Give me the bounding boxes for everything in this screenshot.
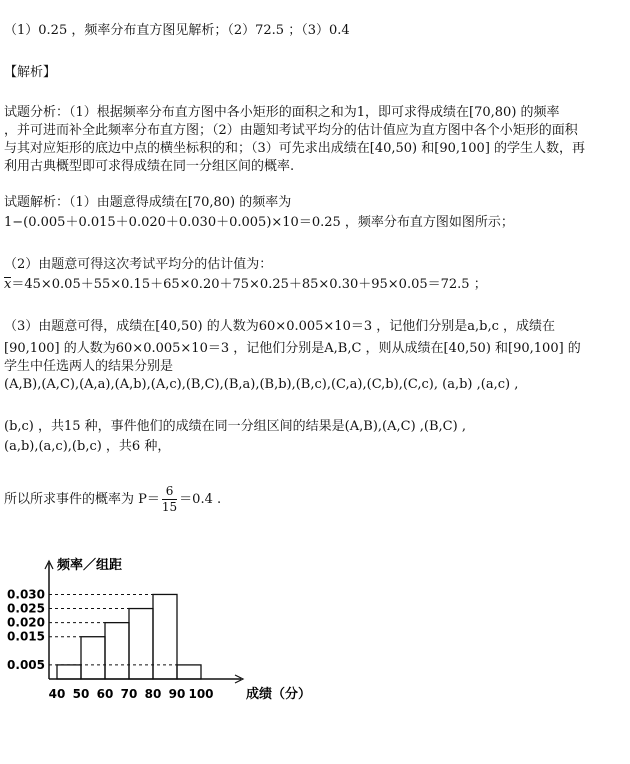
y-tick-label: 0.020 — [7, 615, 45, 630]
x-tick-label: 100 — [188, 687, 214, 701]
solution-line-3a: （3）由题意可得，成绩在[40,50) 的人数为60×0.005×10＝3 ，记他们分别是a,b,c ，成绩在 — [4, 319, 556, 334]
solution-line-1a: 试题解析：（1）由题意得成绩在[70,80) 的频率为 — [4, 195, 292, 210]
fraction-numerator: 6 — [162, 484, 177, 500]
answer-line: （1）0.25 ，频率分布直方图见解析；（2）72.5 ；（3）0.4 — [4, 23, 350, 38]
probability-fraction — [162, 484, 177, 515]
histogram-bar — [105, 623, 129, 679]
analysis-line-3: 与其对应矩形的底边中点的横坐标积的和；（3）可先求出成绩在[40,50) 和[90,100] 的学生人数，再 — [4, 141, 586, 156]
probability-suffix: ＝0.4 . — [179, 492, 222, 507]
solution-line-3b: [90,100] 的人数为60×0.005×10＝3 ，记他们分别是A,B,C ，则从成绩在[40,50) 和[90,100] 的 — [4, 341, 581, 356]
solution-line-2a: （2）由题意可得这次考试平均分的估计值为： — [4, 257, 273, 272]
x-tick-label: 80 — [144, 687, 162, 701]
x-tick-label: 70 — [120, 687, 138, 701]
y-tick-label: 0.030 — [7, 587, 45, 602]
histogram-bar — [177, 665, 201, 679]
histogram-bar — [129, 609, 153, 679]
frequency-histogram — [0, 555, 340, 715]
histogram-bar — [81, 637, 105, 679]
mean-variable: x — [4, 277, 12, 292]
x-tick-label: 40 — [48, 687, 66, 701]
section-title: 【解析】 — [4, 65, 57, 80]
x-axis-label: 成绩（分） — [246, 687, 312, 702]
x-tick-label: 60 — [96, 687, 114, 701]
mean-formula: ＝45×0.05＋55×0.15＋65×0.20＋75×0.25＋85×0.30＋95×0.05＝72.5 ； — [11, 277, 487, 292]
y-tick-label: 0.015 — [7, 629, 45, 644]
histogram-bar — [57, 665, 81, 679]
y-tick-label: 0.025 — [7, 601, 45, 616]
analysis-line-1: 试题分析：（1）根据频率分布直方图中各小矩形的面积之和为1，即可求得成绩在[70,80) 的频率 — [4, 105, 560, 120]
analysis-line-2: ，并可进而补全此频率分布直方图；（2）由题知考试平均分的估计值应为直方图中各个小矩形的面积 — [4, 123, 578, 138]
solution-line-3d: (A,B),(A,C),(A,a),(A,b),(A,c),(B,C),(B,a),(B,b),(B,c),(C,a),(C,b),(C,c), (a,b) ,(a,c) , — [4, 377, 519, 392]
y-axis-label: 频率／组距 — [57, 558, 123, 573]
solution-line-1b: 1−(0.005＋0.015＋0.020＋0.030＋0.005)×10＝0.25 ，频率分布直方图如图所示； — [4, 215, 514, 230]
y-tick-label: 0.005 — [7, 657, 45, 672]
probability-prefix: 所以所求事件的概率为 P＝ — [4, 492, 160, 507]
analysis-line-4: 利用古典概型即可求得成绩在同一分组区间的概率. — [4, 159, 295, 174]
solution-line-3c: 学生中任选两人的结果分别是 — [4, 359, 174, 374]
solution-line-3e: (b,c) ，共15 种，事件他们的成绩在同一分组区间的结果是(A,B),(A,C) ,(B,C) , — [4, 419, 466, 434]
solution-line-4 — [4, 484, 221, 515]
solution-line-3f: (a,b),(a,c),(b,c) ，共6 种， — [4, 439, 171, 454]
histogram-bar — [153, 594, 177, 679]
fraction-denominator: 15 — [161, 500, 178, 514]
x-tick-label: 90 — [168, 687, 186, 701]
x-tick-label: 50 — [72, 687, 90, 701]
solution-line-2b — [4, 276, 487, 294]
